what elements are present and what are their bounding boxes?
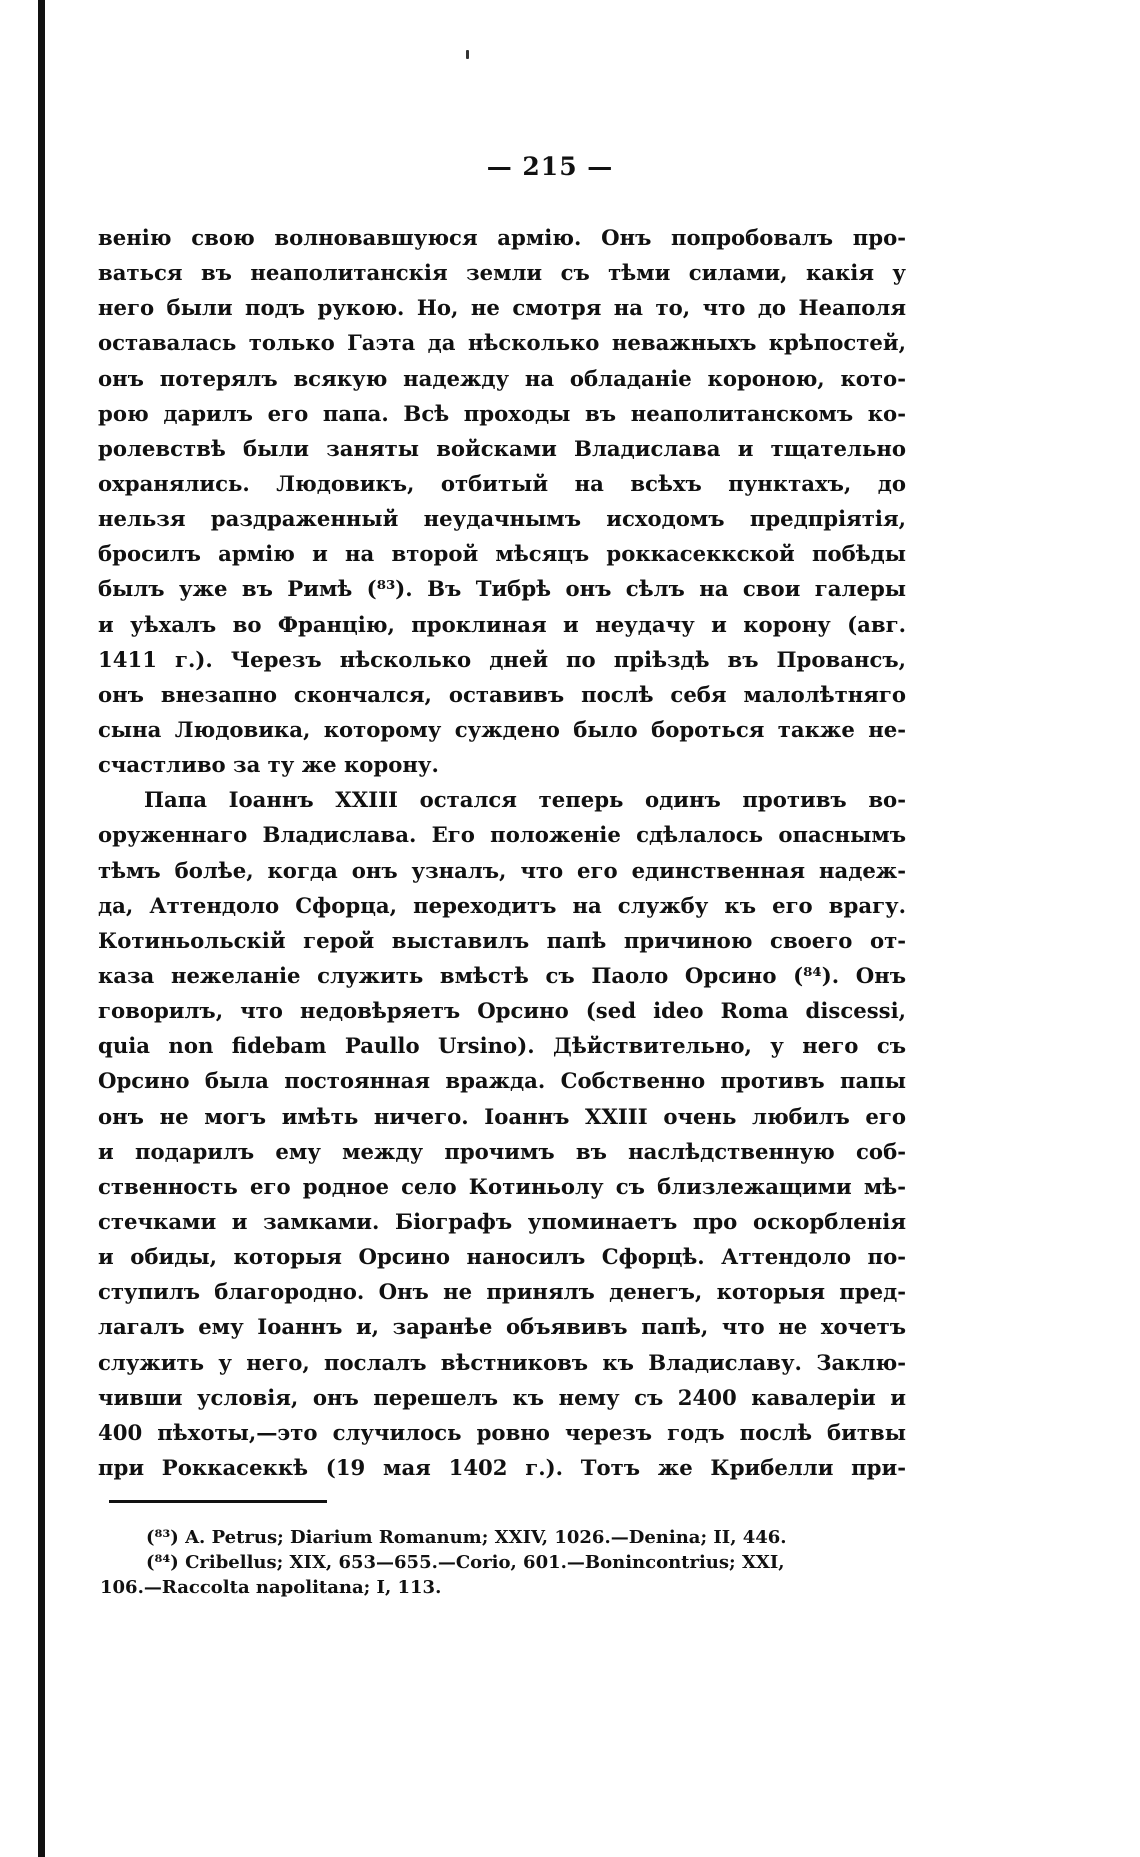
text-line: каза нежеланіе служить вмѣстѣ съ Паоло Орсино (⁸⁴). Онъ <box>98 962 906 988</box>
text-line: ственность его родное село Котиньолу съ близлежащими мѣ- <box>98 1173 906 1199</box>
scan-page-edge <box>38 0 45 1857</box>
text-line: онъ внезапно скончался, оставивъ послѣ себя малолѣтняго <box>98 681 906 707</box>
text-line: да, Аттендоло Сфорца, переходитъ на службу къ его врагу. <box>98 892 906 918</box>
text-line: чивши условія, онъ перешелъ къ нему съ 2400 кавалеріи и <box>98 1384 906 1410</box>
text-line: него были подъ рукою. Но, не смотря на то, что до Неаполя <box>98 295 906 321</box>
text-line: и обиды, которыя Орсино наносилъ Сфорцѣ. Аттендоло по- <box>98 1244 906 1270</box>
text-line: ступилъ благородно. Онъ не принялъ денегъ, которыя пред- <box>98 1279 906 1305</box>
main-text <box>98 220 906 1485</box>
text-line: и подарилъ ему между прочимъ въ наслѣдственную соб- <box>98 1138 906 1164</box>
text-line: рою дарилъ его папа. Всѣ проходы въ неаполитанскомъ ко- <box>98 400 906 426</box>
text-line: Орсино была постоянная вражда. Собственно противъ папы <box>98 1068 906 1094</box>
text-line: лагалъ ему Іоаннъ и, заранѣе объявивъ папѣ, что не хочетъ <box>98 1314 906 1340</box>
text-line: ролевствѣ были заняты войсками Владислава и тщательно <box>98 435 906 461</box>
text-line: quia non fidebam Paullo Ursino). Дѣйствительно, у него съ <box>98 1033 906 1059</box>
text-line: при Роккасеккѣ (19 мая 1402 г.). Тотъ же Крибелли при- <box>98 1454 906 1480</box>
footnote-line: (⁸⁴) Cribellus; XIX, 653—655.—Corio, 601.—Bonincontrius; XXI, <box>146 1552 785 1573</box>
text-line: тѣмъ болѣе, когда онъ узналъ, что его единственная надеж- <box>98 857 906 883</box>
text-line: нельзя раздраженный неудачнымъ исходомъ предпріятія, <box>98 506 906 532</box>
text-line: стечками и замками. Біографъ упоминаетъ про оскорбленія <box>98 1208 906 1234</box>
text-line: оруженнаго Владислава. Его положеніе сдѣлалось опаснымъ <box>98 822 906 848</box>
text-line: Котиньольскій герой выставилъ папѣ причиною своего от- <box>98 927 906 953</box>
scan-speck <box>466 50 469 59</box>
text-line: охранялись. Людовикъ, отбитый на всѣхъ пунктахъ, до <box>98 470 906 496</box>
text-line: 1411 г.). Черезъ нѣсколько дней по пріѣздѣ въ Провансъ, <box>98 646 906 672</box>
text-line: оставалась только Гаэта да нѣсколько неважныхъ крѣпостей, <box>98 330 906 356</box>
page-number: — 215 — <box>486 152 614 181</box>
text-line: бросилъ армію и на второй мѣсяцъ роккасеккской побѣды <box>98 541 906 567</box>
text-line: говорилъ, что недовѣряетъ Орсино (sed ideo Roma discessi, <box>98 998 906 1024</box>
footnotes <box>100 1525 906 1600</box>
paragraph-end-line: счастливо за ту же корону. <box>98 752 439 778</box>
text-line: былъ уже въ Римѣ (⁸³). Въ Тибрѣ онъ сѣлъ на свои галеры <box>98 576 906 602</box>
paragraph-start-line: Папа Іоаннъ XXIII остался теперь одинъ противъ во- <box>144 787 906 813</box>
footnote-line: (⁸³) A. Petrus; Diarium Romanum; XXIV, 1026.—Denina; II, 446. <box>146 1527 787 1548</box>
text-line: ваться въ неаполитанскія земли съ тѣми силами, какія у <box>98 260 906 286</box>
footnote-divider <box>109 1500 327 1503</box>
text-line: онъ потерялъ всякую надежду на обладаніе короною, кото- <box>98 365 906 391</box>
footnote-line: 106.—Raccolta napolitana; I, 113. <box>100 1577 442 1598</box>
text-line: онъ не могъ имѣть ничего. Іоаннъ XXIII очень любилъ его <box>98 1103 906 1129</box>
text-line: 400 пѣхоты,—это случилось ровно черезъ годъ послѣ битвы <box>98 1419 906 1445</box>
text-line: венію свою волновавшуюся армію. Онъ попробовалъ про- <box>98 225 906 250</box>
text-line: сына Людовика, которому суждено было бороться также не- <box>98 716 906 742</box>
text-line: служить у него, послалъ вѣстниковъ къ Владиславу. Заклю- <box>98 1349 906 1375</box>
text-line: и уѣхалъ во Францію, проклиная и неудачу и корону (авг. <box>98 611 906 637</box>
